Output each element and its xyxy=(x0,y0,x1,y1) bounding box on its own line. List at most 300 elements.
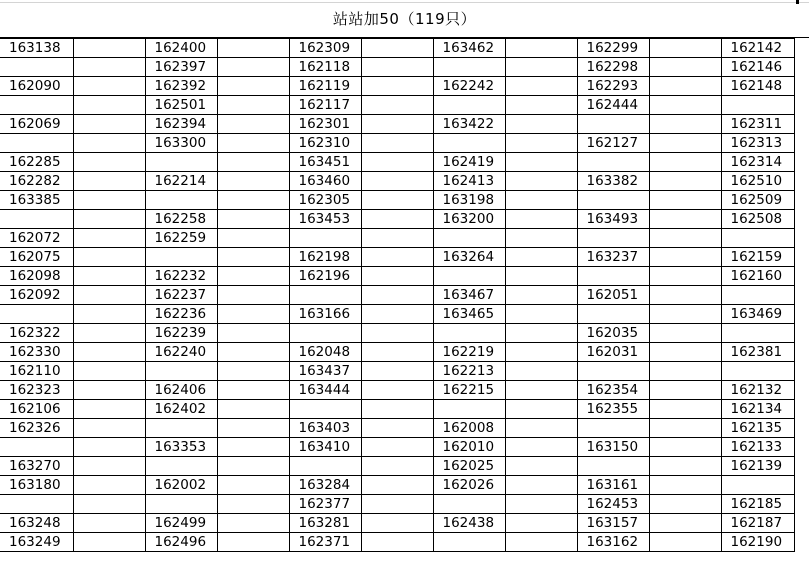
table-cell[interactable]: 163162 xyxy=(577,533,649,552)
table-cell[interactable] xyxy=(433,495,505,514)
table-cell[interactable] xyxy=(73,343,145,362)
table-cell[interactable]: 163469 xyxy=(721,305,794,324)
table-cell[interactable]: 162377 xyxy=(289,495,361,514)
table-cell[interactable]: 162313 xyxy=(721,134,794,153)
table-cell[interactable]: 162213 xyxy=(433,362,505,381)
table-cell[interactable] xyxy=(361,343,433,362)
table-cell[interactable] xyxy=(721,476,794,495)
table-cell[interactable]: 162508 xyxy=(721,210,794,229)
table-cell[interactable]: 162400 xyxy=(145,39,217,58)
table-cell[interactable] xyxy=(0,210,73,229)
table-cell[interactable] xyxy=(289,324,361,343)
table-cell[interactable]: 162215 xyxy=(433,381,505,400)
table-cell[interactable] xyxy=(433,229,505,248)
table-cell[interactable] xyxy=(361,77,433,96)
table-cell[interactable]: 162118 xyxy=(289,58,361,77)
table-cell[interactable]: 162323 xyxy=(0,381,73,400)
table-cell[interactable]: 163300 xyxy=(145,134,217,153)
table-cell[interactable]: 162219 xyxy=(433,343,505,362)
table-cell[interactable]: 163403 xyxy=(289,419,361,438)
table-cell[interactable] xyxy=(217,419,289,438)
table-cell[interactable] xyxy=(505,229,577,248)
table-cell[interactable]: 162075 xyxy=(0,248,73,267)
table-cell[interactable] xyxy=(73,191,145,210)
table-cell[interactable] xyxy=(73,115,145,134)
table-cell[interactable] xyxy=(217,457,289,476)
table-cell[interactable]: 163353 xyxy=(145,438,217,457)
table-cell[interactable] xyxy=(433,134,505,153)
table-cell[interactable] xyxy=(145,362,217,381)
table-cell[interactable]: 163157 xyxy=(577,514,649,533)
table-cell[interactable] xyxy=(361,191,433,210)
table-cell[interactable]: 162354 xyxy=(577,381,649,400)
table-cell[interactable]: 163382 xyxy=(577,172,649,191)
table-cell[interactable]: 162031 xyxy=(577,343,649,362)
table-cell[interactable] xyxy=(73,457,145,476)
table-cell[interactable]: 162110 xyxy=(0,362,73,381)
table-cell[interactable] xyxy=(217,533,289,552)
table-cell[interactable] xyxy=(577,115,649,134)
table-cell[interactable] xyxy=(649,343,721,362)
table-cell[interactable] xyxy=(505,77,577,96)
table-cell[interactable] xyxy=(361,96,433,115)
table-cell[interactable]: 162237 xyxy=(145,286,217,305)
table-cell[interactable] xyxy=(649,305,721,324)
table-cell[interactable]: 163453 xyxy=(289,210,361,229)
table-cell[interactable] xyxy=(217,400,289,419)
table-cell[interactable]: 162098 xyxy=(0,267,73,286)
table-cell[interactable]: 163138 xyxy=(0,39,73,58)
table-cell[interactable] xyxy=(145,191,217,210)
table-cell[interactable]: 162240 xyxy=(145,343,217,362)
table-cell[interactable]: 162282 xyxy=(0,172,73,191)
table-cell[interactable] xyxy=(433,58,505,77)
table-cell[interactable] xyxy=(649,96,721,115)
table-cell[interactable]: 163451 xyxy=(289,153,361,172)
table-cell[interactable] xyxy=(217,324,289,343)
table-cell[interactable]: 163410 xyxy=(289,438,361,457)
table-cell[interactable]: 162444 xyxy=(577,96,649,115)
table-cell[interactable] xyxy=(73,400,145,419)
table-cell[interactable] xyxy=(505,324,577,343)
table-cell[interactable]: 162035 xyxy=(577,324,649,343)
table-cell[interactable] xyxy=(145,495,217,514)
table-cell[interactable] xyxy=(721,229,794,248)
table-cell[interactable] xyxy=(361,58,433,77)
table-cell[interactable] xyxy=(217,229,289,248)
table-cell[interactable]: 162355 xyxy=(577,400,649,419)
table-cell[interactable] xyxy=(73,495,145,514)
table-cell[interactable]: 162413 xyxy=(433,172,505,191)
table-cell[interactable]: 162119 xyxy=(289,77,361,96)
table-cell[interactable]: 163270 xyxy=(0,457,73,476)
table-cell[interactable]: 163264 xyxy=(433,248,505,267)
table-cell[interactable] xyxy=(505,533,577,552)
table-cell[interactable]: 162298 xyxy=(577,58,649,77)
table-cell[interactable] xyxy=(217,115,289,134)
table-cell[interactable]: 162048 xyxy=(289,343,361,362)
table-cell[interactable]: 162499 xyxy=(145,514,217,533)
table-cell[interactable] xyxy=(73,476,145,495)
table-cell[interactable] xyxy=(649,457,721,476)
table-cell[interactable]: 163249 xyxy=(0,533,73,552)
table-cell[interactable]: 162025 xyxy=(433,457,505,476)
table-cell[interactable] xyxy=(505,172,577,191)
table-cell[interactable] xyxy=(505,134,577,153)
table-cell[interactable]: 163150 xyxy=(577,438,649,457)
table-cell[interactable]: 163467 xyxy=(433,286,505,305)
table-cell[interactable]: 162236 xyxy=(145,305,217,324)
table-cell[interactable] xyxy=(0,305,73,324)
table-cell[interactable]: 163198 xyxy=(433,191,505,210)
table-cell[interactable]: 162002 xyxy=(145,476,217,495)
table-row xyxy=(0,58,794,77)
table-cell[interactable] xyxy=(73,514,145,533)
table-cell[interactable] xyxy=(577,267,649,286)
table-cell[interactable] xyxy=(505,362,577,381)
table-cell[interactable] xyxy=(73,305,145,324)
table-cell[interactable] xyxy=(649,210,721,229)
table-row xyxy=(0,381,794,400)
table-cell[interactable]: 162010 xyxy=(433,438,505,457)
table-cell[interactable] xyxy=(505,381,577,400)
table-cell[interactable] xyxy=(145,419,217,438)
table-cell[interactable]: 163385 xyxy=(0,191,73,210)
table-cell[interactable]: 162146 xyxy=(721,58,794,77)
table-cell[interactable] xyxy=(721,96,794,115)
table-cell[interactable] xyxy=(361,134,433,153)
table-cell[interactable] xyxy=(649,533,721,552)
table-cell[interactable]: 163248 xyxy=(0,514,73,533)
table-cell[interactable] xyxy=(0,58,73,77)
table-cell[interactable]: 162187 xyxy=(721,514,794,533)
table-cell[interactable] xyxy=(145,457,217,476)
table-cell[interactable]: 162299 xyxy=(577,39,649,58)
table-cell[interactable] xyxy=(577,419,649,438)
table-cell[interactable] xyxy=(361,533,433,552)
table-cell[interactable] xyxy=(433,96,505,115)
table-cell[interactable]: 162090 xyxy=(0,77,73,96)
table-cell[interactable]: 163462 xyxy=(433,39,505,58)
table-cell[interactable] xyxy=(217,248,289,267)
table-cell[interactable] xyxy=(649,362,721,381)
table-cell[interactable] xyxy=(361,39,433,58)
table-cell[interactable]: 162127 xyxy=(577,134,649,153)
table-cell[interactable] xyxy=(649,153,721,172)
table-cell[interactable]: 162139 xyxy=(721,457,794,476)
table-cell[interactable] xyxy=(217,58,289,77)
table-cell[interactable] xyxy=(649,229,721,248)
table-cell[interactable] xyxy=(433,533,505,552)
table-cell[interactable] xyxy=(577,305,649,324)
table-cell[interactable] xyxy=(217,210,289,229)
table-cell[interactable]: 162381 xyxy=(721,343,794,362)
table-cell[interactable]: 163281 xyxy=(289,514,361,533)
table-cell[interactable] xyxy=(505,438,577,457)
table-cell[interactable] xyxy=(721,324,794,343)
table-cell[interactable]: 162258 xyxy=(145,210,217,229)
table-cell[interactable] xyxy=(361,362,433,381)
table-cell[interactable]: 162394 xyxy=(145,115,217,134)
table-cell[interactable] xyxy=(73,39,145,58)
table-cell[interactable]: 162496 xyxy=(145,533,217,552)
table-cell[interactable]: 162285 xyxy=(0,153,73,172)
table-cell[interactable]: 162326 xyxy=(0,419,73,438)
table-cell[interactable]: 162392 xyxy=(145,77,217,96)
table-cell[interactable] xyxy=(73,438,145,457)
table-cell[interactable] xyxy=(73,96,145,115)
table-cell[interactable]: 163180 xyxy=(0,476,73,495)
table-cell[interactable]: 162293 xyxy=(577,77,649,96)
table-cell[interactable] xyxy=(361,476,433,495)
table-cell[interactable] xyxy=(721,286,794,305)
table-cell[interactable] xyxy=(505,400,577,419)
table-cell[interactable] xyxy=(73,229,145,248)
table-cell[interactable]: 163465 xyxy=(433,305,505,324)
table-cell[interactable] xyxy=(505,457,577,476)
table-cell[interactable]: 162438 xyxy=(433,514,505,533)
table-cell[interactable] xyxy=(505,267,577,286)
table-cell[interactable] xyxy=(217,172,289,191)
table-cell[interactable] xyxy=(361,286,433,305)
table-cell[interactable] xyxy=(73,324,145,343)
table-cell[interactable] xyxy=(433,400,505,419)
table-cell[interactable]: 163200 xyxy=(433,210,505,229)
table-cell[interactable] xyxy=(73,77,145,96)
table-cell[interactable] xyxy=(289,457,361,476)
table-cell[interactable] xyxy=(505,191,577,210)
table-cell[interactable]: 162185 xyxy=(721,495,794,514)
table-cell[interactable] xyxy=(0,438,73,457)
table-cell[interactable] xyxy=(505,286,577,305)
table-cell[interactable] xyxy=(505,514,577,533)
table-cell[interactable] xyxy=(649,419,721,438)
table-cell[interactable]: 162142 xyxy=(721,39,794,58)
table-cell[interactable] xyxy=(577,229,649,248)
table-cell[interactable]: 163437 xyxy=(289,362,361,381)
table-cell[interactable] xyxy=(217,96,289,115)
table-cell[interactable] xyxy=(649,514,721,533)
table-cell[interactable] xyxy=(505,58,577,77)
table-cell[interactable] xyxy=(649,134,721,153)
table-cell[interactable]: 162305 xyxy=(289,191,361,210)
table-cell[interactable]: 162259 xyxy=(145,229,217,248)
table-cell[interactable] xyxy=(577,362,649,381)
table-cell[interactable]: 163161 xyxy=(577,476,649,495)
table-cell[interactable]: 163284 xyxy=(289,476,361,495)
table-cell[interactable] xyxy=(73,381,145,400)
table-cell[interactable]: 162106 xyxy=(0,400,73,419)
table-cell[interactable] xyxy=(289,286,361,305)
table-cell[interactable]: 162190 xyxy=(721,533,794,552)
table-cell[interactable]: 162501 xyxy=(145,96,217,115)
table-cell[interactable]: 162133 xyxy=(721,438,794,457)
table-cell[interactable] xyxy=(361,172,433,191)
table-cell[interactable] xyxy=(649,58,721,77)
table-cell[interactable] xyxy=(433,324,505,343)
table-cell[interactable] xyxy=(361,438,433,457)
table-cell[interactable] xyxy=(217,438,289,457)
table-cell[interactable]: 162330 xyxy=(0,343,73,362)
table-cell[interactable] xyxy=(289,229,361,248)
table-cell[interactable] xyxy=(505,248,577,267)
table-cell[interactable] xyxy=(505,96,577,115)
table-cell[interactable] xyxy=(361,457,433,476)
table-cell[interactable] xyxy=(505,153,577,172)
table-cell[interactable] xyxy=(505,115,577,134)
table-cell[interactable] xyxy=(361,267,433,286)
table-cell[interactable] xyxy=(577,153,649,172)
table-cell[interactable] xyxy=(361,381,433,400)
title-row[interactable] xyxy=(0,0,809,38)
table-cell[interactable] xyxy=(217,191,289,210)
table-cell[interactable] xyxy=(361,115,433,134)
table-cell[interactable]: 162072 xyxy=(0,229,73,248)
table-cell[interactable] xyxy=(73,210,145,229)
table-cell[interactable] xyxy=(649,39,721,58)
table-cell[interactable] xyxy=(217,134,289,153)
table-cell[interactable]: 162196 xyxy=(289,267,361,286)
table-cell[interactable]: 162198 xyxy=(289,248,361,267)
table-cell[interactable] xyxy=(145,153,217,172)
table-cell[interactable]: 162310 xyxy=(289,134,361,153)
table-cell[interactable] xyxy=(217,514,289,533)
table-cell[interactable] xyxy=(577,457,649,476)
table-cell[interactable] xyxy=(649,248,721,267)
table-cell[interactable] xyxy=(73,286,145,305)
table-cell[interactable]: 162159 xyxy=(721,248,794,267)
table-cell[interactable] xyxy=(217,343,289,362)
table-cell[interactable] xyxy=(217,267,289,286)
table-cell[interactable] xyxy=(0,495,73,514)
table-cell[interactable] xyxy=(217,77,289,96)
table-cell[interactable] xyxy=(73,153,145,172)
table-cell[interactable]: 162117 xyxy=(289,96,361,115)
table-cell[interactable]: 162214 xyxy=(145,172,217,191)
table-cell[interactable] xyxy=(361,419,433,438)
table-cell[interactable] xyxy=(217,39,289,58)
table-cell[interactable] xyxy=(217,381,289,400)
table-cell[interactable]: 162322 xyxy=(0,324,73,343)
table-cell[interactable]: 162160 xyxy=(721,267,794,286)
table-cell[interactable] xyxy=(649,495,721,514)
table-cell[interactable]: 162051 xyxy=(577,286,649,305)
table-cell[interactable]: 163422 xyxy=(433,115,505,134)
table-cell[interactable] xyxy=(73,362,145,381)
table-cell[interactable]: 162232 xyxy=(145,267,217,286)
table-cell[interactable] xyxy=(433,267,505,286)
table-cell[interactable] xyxy=(217,476,289,495)
table-cell[interactable]: 162397 xyxy=(145,58,217,77)
table-cell[interactable] xyxy=(361,400,433,419)
table-cell[interactable]: 162301 xyxy=(289,115,361,134)
table-cell[interactable] xyxy=(361,305,433,324)
table-cell[interactable] xyxy=(361,248,433,267)
table-cell[interactable] xyxy=(649,77,721,96)
table-cell[interactable] xyxy=(73,267,145,286)
table-cell[interactable]: 162311 xyxy=(721,115,794,134)
table-cell[interactable]: 162419 xyxy=(433,153,505,172)
table-cell[interactable]: 162510 xyxy=(721,172,794,191)
table-cell[interactable]: 162371 xyxy=(289,533,361,552)
table-cell[interactable] xyxy=(217,362,289,381)
table-cell[interactable] xyxy=(505,343,577,362)
table-cell[interactable]: 162453 xyxy=(577,495,649,514)
table-cell[interactable] xyxy=(505,39,577,58)
table-cell[interactable]: 163493 xyxy=(577,210,649,229)
table-cell[interactable]: 162092 xyxy=(0,286,73,305)
table-cell[interactable] xyxy=(505,210,577,229)
table-cell[interactable]: 162135 xyxy=(721,419,794,438)
table-cell[interactable] xyxy=(649,286,721,305)
table-cell[interactable] xyxy=(361,210,433,229)
table-cell[interactable]: 162134 xyxy=(721,400,794,419)
table-cell[interactable] xyxy=(649,381,721,400)
table-cell[interactable]: 162148 xyxy=(721,77,794,96)
table-cell[interactable] xyxy=(361,514,433,533)
table-cell[interactable] xyxy=(649,267,721,286)
table-cell[interactable] xyxy=(649,438,721,457)
table-cell[interactable] xyxy=(217,495,289,514)
table-cell[interactable]: 162509 xyxy=(721,191,794,210)
table-cell[interactable] xyxy=(145,248,217,267)
table-cell[interactable] xyxy=(505,476,577,495)
table-cell[interactable] xyxy=(649,324,721,343)
table-cell[interactable] xyxy=(73,134,145,153)
table-cell[interactable] xyxy=(649,476,721,495)
table-cell[interactable] xyxy=(217,305,289,324)
table-cell[interactable]: 163166 xyxy=(289,305,361,324)
table-cell[interactable] xyxy=(649,172,721,191)
table-cell[interactable]: 162402 xyxy=(145,400,217,419)
table-cell[interactable] xyxy=(361,153,433,172)
table-cell[interactable] xyxy=(0,134,73,153)
table-cell[interactable] xyxy=(649,191,721,210)
table-cell[interactable] xyxy=(577,191,649,210)
table-cell[interactable] xyxy=(649,400,721,419)
table-cell[interactable]: 162069 xyxy=(0,115,73,134)
table-cell[interactable] xyxy=(361,324,433,343)
table-cell[interactable] xyxy=(361,229,433,248)
table-cell[interactable] xyxy=(73,58,145,77)
table-cell[interactable] xyxy=(361,495,433,514)
table-cell[interactable] xyxy=(505,419,577,438)
table-cell[interactable]: 162008 xyxy=(433,419,505,438)
table-cell[interactable] xyxy=(505,305,577,324)
table-cell[interactable] xyxy=(289,400,361,419)
table-cell[interactable]: 162239 xyxy=(145,324,217,343)
table-cell[interactable]: 162406 xyxy=(145,381,217,400)
table-cell[interactable]: 163444 xyxy=(289,381,361,400)
table-cell[interactable] xyxy=(649,115,721,134)
table-cell[interactable] xyxy=(217,286,289,305)
table-cell[interactable]: 162132 xyxy=(721,381,794,400)
table-cell[interactable]: 162309 xyxy=(289,39,361,58)
table-cell[interactable] xyxy=(721,362,794,381)
table-cell[interactable]: 163460 xyxy=(289,172,361,191)
table-cell[interactable]: 162314 xyxy=(721,153,794,172)
table-cell[interactable] xyxy=(505,495,577,514)
table-cell[interactable]: 162242 xyxy=(433,77,505,96)
table-cell[interactable] xyxy=(73,419,145,438)
table-cell[interactable]: 162026 xyxy=(433,476,505,495)
table-cell[interactable] xyxy=(73,172,145,191)
table-cell[interactable] xyxy=(73,533,145,552)
table-cell[interactable]: 163237 xyxy=(577,248,649,267)
table-cell[interactable] xyxy=(73,248,145,267)
table-cell[interactable] xyxy=(0,96,73,115)
table-cell[interactable] xyxy=(217,153,289,172)
